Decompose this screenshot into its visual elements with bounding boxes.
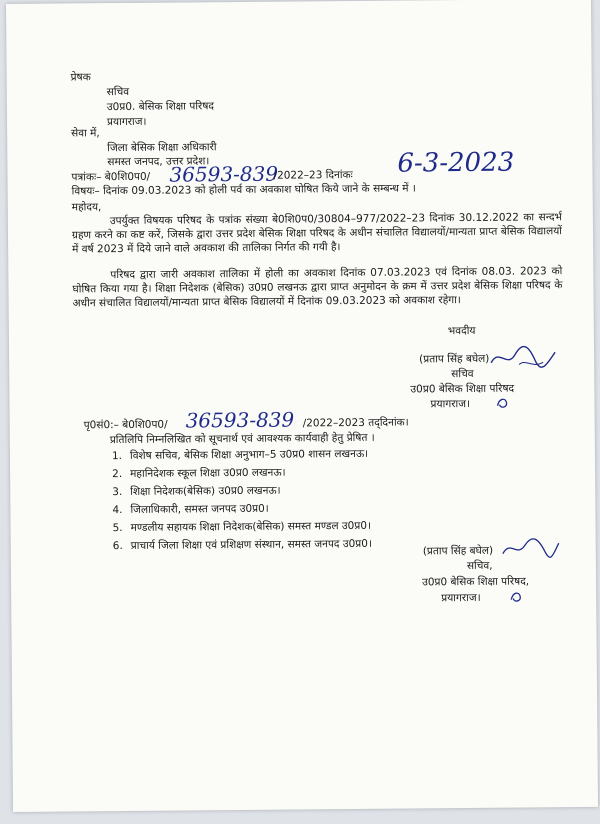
- copy-item-number: 5.: [112, 522, 123, 535]
- recipient-line2: समस्त जनपद, उत्तर प्रदेश।: [107, 155, 210, 169]
- signatory-name: (प्रताप सिंह बघेल): [419, 352, 490, 366]
- signatory2-name: (प्रताप सिंह बघेल): [422, 544, 494, 558]
- copy-item-number: 1.: [111, 450, 123, 463]
- copy-item: जिलाधिकारी, समस्त जनपद उ0प्र0।: [130, 502, 269, 516]
- sender-designation: सचिव: [106, 85, 130, 99]
- handwritten-date: 6-3-2023: [397, 147, 515, 179]
- body-paragraph-1: उपर्युक्त विषयक परिषद के पत्रांक संख्या बे0शि0प0/30804–977/2022–23 दिनांक 30.12.2022 का सन्दर्भ ग्रहण करने का कष्ट करें, जिसके द्वारा उत्तर प्रदेश बेसिक शिक्षा परिषद के अधीन संचालित विद्यालयों/मान्यता प्राप्त बेसिक विद्यालयों में वर्ष 2023 में दिये जाने वाले अवकाश की तालिका निर्गत की गयी है।: [71, 211, 563, 256]
- copy-label: पृ0सं0:– बे0शि0प0/: [83, 418, 168, 432]
- patrank-label: पत्रांकः– बे0शि0प0/: [71, 170, 151, 184]
- handwritten-copy-number: 36593-839: [185, 407, 295, 433]
- copy-item-number: 4.: [112, 504, 123, 517]
- copy-item: शिक्षा निदेशक(बेसिक) उ0प्र0 लखनऊ।: [130, 484, 281, 498]
- sender-city: प्रयागराज।: [106, 115, 147, 129]
- copy-item-number: 2.: [112, 468, 123, 481]
- handwritten-letter-number: 36593-839: [169, 161, 279, 187]
- signatory2-designation: सचिव,: [466, 559, 493, 572]
- signatory-office: उ0प्र0 बेसिक शिक्षा परिषद: [410, 382, 515, 396]
- signatory-designation: सचिव: [451, 367, 474, 381]
- signatory2-office: उ0प्र0 बेसिक शिक्षा परिषद,: [422, 575, 530, 589]
- salutation: महोदय,: [71, 201, 102, 214]
- copy-intro: प्रतिलिपि निम्नलिखित को सूचनार्थ एवं आवश्यक कार्यवाही हेतु प्रेषित ।: [109, 431, 375, 447]
- signature-scribble-2: [501, 535, 561, 560]
- body-paragraph-2: परिषद द्वारा जारी अवकाश तालिका में होली का अवकाश दिनांक 07.03.2023 एवं दिनांक 08.03. 2023 को घोषित किया गया है। शिक्षा निदेशक (बेसिक) उ0प्र0 लखनऊ द्वारा प्राप्त अनुमोदन के क्रम में उत्तर प्रदेश बेसिक शिक्षा परिषद के अधीन संचालित विद्यालयों/मान्यता प्राप्त बेसिक विद्यालयों में दिनांक 09.03.2023 को अवकाश रहेगा।: [72, 265, 563, 310]
- recipient-line1: जिला बेसिक शिक्षा अधिकारी: [107, 141, 217, 155]
- signature-scribble: [489, 342, 559, 371]
- initial-mark: [495, 396, 509, 410]
- copy-item-number: 6.: [112, 540, 123, 553]
- copy-item: विशेष सचिव, बेसिक शिक्षा अनुभाग–5 उ0प्र0 शासन लखनऊ।: [129, 447, 369, 462]
- sender-heading: प्रेषक: [70, 71, 91, 84]
- initial-mark-2: [509, 590, 523, 604]
- letter-page: [6, 0, 598, 812]
- closing-bhavdiya: भवदीय: [447, 324, 476, 338]
- copy-item: प्राचार्य जिला शिक्षा एवं प्रशिक्षण संस्थान, समस्त जनपद उ0प्र0।: [130, 537, 372, 552]
- copy-year: /2022–2023 तद्‌दिनांक।: [302, 416, 409, 430]
- sender-office: उ0प्र0. बेसिक शिक्षा परिषद: [106, 100, 214, 114]
- subject-line: विषयः– दिनांक 09.03.2023 को होली पर्व का अवकाश घोषित किये जाने के सम्बन्ध में ।: [71, 182, 416, 198]
- copy-item: महानिदेशक स्कूल शिक्षा उ0प्र0 लखनऊ।: [130, 466, 286, 480]
- copy-item-number: 3.: [112, 486, 123, 499]
- signatory2-city: प्रयागराज।: [441, 591, 481, 605]
- copy-item: मण्डलीय सहायक शिक्षा निदेशक(बेसिक) समस्त मण्डल उ0प्र0।: [130, 519, 372, 534]
- year-label: /2022–23 दिनांकः: [273, 168, 353, 182]
- recipient-heading: सेवा में,: [71, 127, 100, 140]
- signatory-city: प्रयागराज।: [430, 397, 471, 411]
